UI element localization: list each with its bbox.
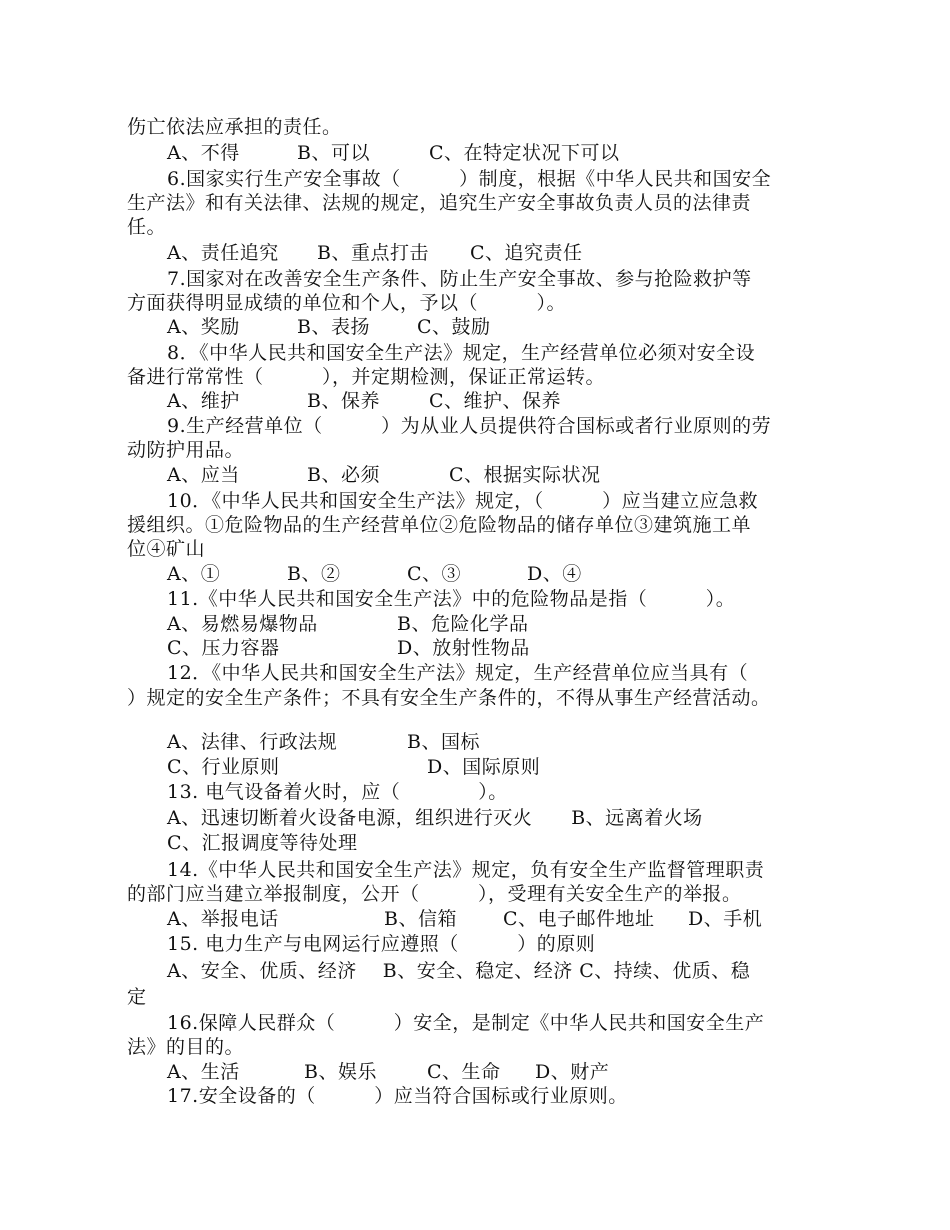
option: C、根据实际状况 [449,464,601,486]
options-q9 [167,462,601,488]
text-line: 援组织。①危险物品的生产经营单位②危险物品的储存单位③建筑施工单 [127,514,752,536]
options-q14 [167,906,763,932]
option-line: C、汇报调度等待处理 [167,832,358,854]
text-line: 法》的目的。 [127,1036,245,1058]
option: B、必须 [307,464,380,486]
options-q12 [167,754,541,780]
option: A、责任追究 [167,242,279,264]
option: B、娱乐 [304,1061,377,1083]
option: B、表扬 [297,316,370,338]
question-10: 10．《中华人民共和国安全生产法》规定，（ ）应当建立应急救 [167,490,759,512]
option: B、重点打击 [317,242,429,264]
option: C、在特定状况下可以 [429,142,620,164]
option: C、压力容器 [167,637,280,659]
option: C、鼓励 [417,316,491,338]
option: A、维护 [167,390,240,412]
option: C、电子邮件地址 [503,908,655,930]
option-line: A、迅速切断着火设备电源，组织进行灭火 B、远离着火场 [167,807,703,829]
option: A、易燃易爆物品 [167,613,318,635]
question-6: 6.国家实行生产安全事故（ ）制度，根据《中华人民共和国安全 [167,168,772,190]
option: A、法律、行政法规 [167,731,338,753]
option: C、行业原则 [167,756,280,778]
text-line: 动防护用品。 [127,439,245,461]
text-line: 方面获得明显成绩的单位和个人，予以（ ）。 [127,292,567,314]
question-12: 12．《中华人民共和国安全生产法》规定，生产经营单位应当具有（ [167,662,749,684]
text-line: 的部门应当建立举报制度，公开（ ），受理有关安全生产的举报。 [127,883,742,905]
option: B、危险化学品 [397,613,529,635]
option: D、④ [527,563,582,585]
options-q6 [167,240,583,266]
option: B、保养 [307,390,380,412]
text-line: ）规定的安全生产条件；不具有安全生产条件的，不得从事生产经营活动。 [127,687,771,709]
option: B、信箱 [384,908,457,930]
options-q10 [167,561,582,587]
options-q16 [167,1059,610,1085]
question-16: 16.保障人民群众（ ）安全，是制定《中华人民共和国安全生产 [167,1012,765,1034]
options-q11 [167,611,529,637]
option: D、手机 [688,908,763,930]
option: D、放射性物品 [397,637,530,659]
options-q8 [167,388,562,414]
text-line: 生产法》和有关法律、法规的规定，追究生产安全事故负责人员的法律责 [127,192,752,214]
text-line: 定 [127,986,147,1008]
text-line: 任。 [127,216,167,238]
option: C、追究责任 [470,242,583,264]
option: C、③ [407,563,462,585]
option-line: A、安全、优质、经济 B、安全、稳定、经济 C、持续、优质、稳 [167,960,751,982]
question-9: 9.生产经营单位（ ）为从业人员提供符合国标或者行业原则的劳 [167,415,772,437]
options-q12 [167,729,480,755]
question-11: 11.《中华人民共和国安全生产法》中的危险物品是指（ ）。 [167,588,736,610]
option: B、国标 [407,731,480,753]
text-line: 备进行常常性（ ），并定期检测，保证正常运转。 [127,366,606,388]
option: C、生命 [427,1061,501,1083]
question-7: 7.国家对在改善安全生产条件、防止生产安全事故、参与抢险救护等 [167,268,752,290]
question-14: 14.《中华人民共和国安全生产法》规定，负有安全生产监督管理职责 [167,859,765,881]
option: B、可以 [297,142,370,164]
option: A、应当 [167,464,240,486]
options-q11 [167,635,530,661]
question-17: 17.安全设备的（ ）应当符合国标或行业原则。 [167,1085,628,1107]
option: A、① [167,563,221,585]
options-q5 [167,140,620,166]
question-13: 13. 电气设备着火时，应（ ）。 [167,781,508,803]
option: A、举报电话 [167,908,279,930]
text-line: 伤亡依法应承担的责任。 [127,116,342,138]
option: D、财产 [535,1061,610,1083]
option: A、不得 [167,142,240,164]
option: A、生活 [167,1061,240,1083]
option: C、维护、保养 [429,390,562,412]
question-15: 15. 电力生产与电网运行应遵照（ ）的原则 [167,933,596,955]
text-line: 位④矿山 [127,538,206,560]
question-8: 8．《中华人民共和国安全生产法》规定，生产经营单位必须对安全设 [167,342,756,364]
option: B、② [287,563,341,585]
option: D、国际原则 [427,756,541,778]
option: A、奖励 [167,316,240,338]
options-q7 [167,314,491,340]
